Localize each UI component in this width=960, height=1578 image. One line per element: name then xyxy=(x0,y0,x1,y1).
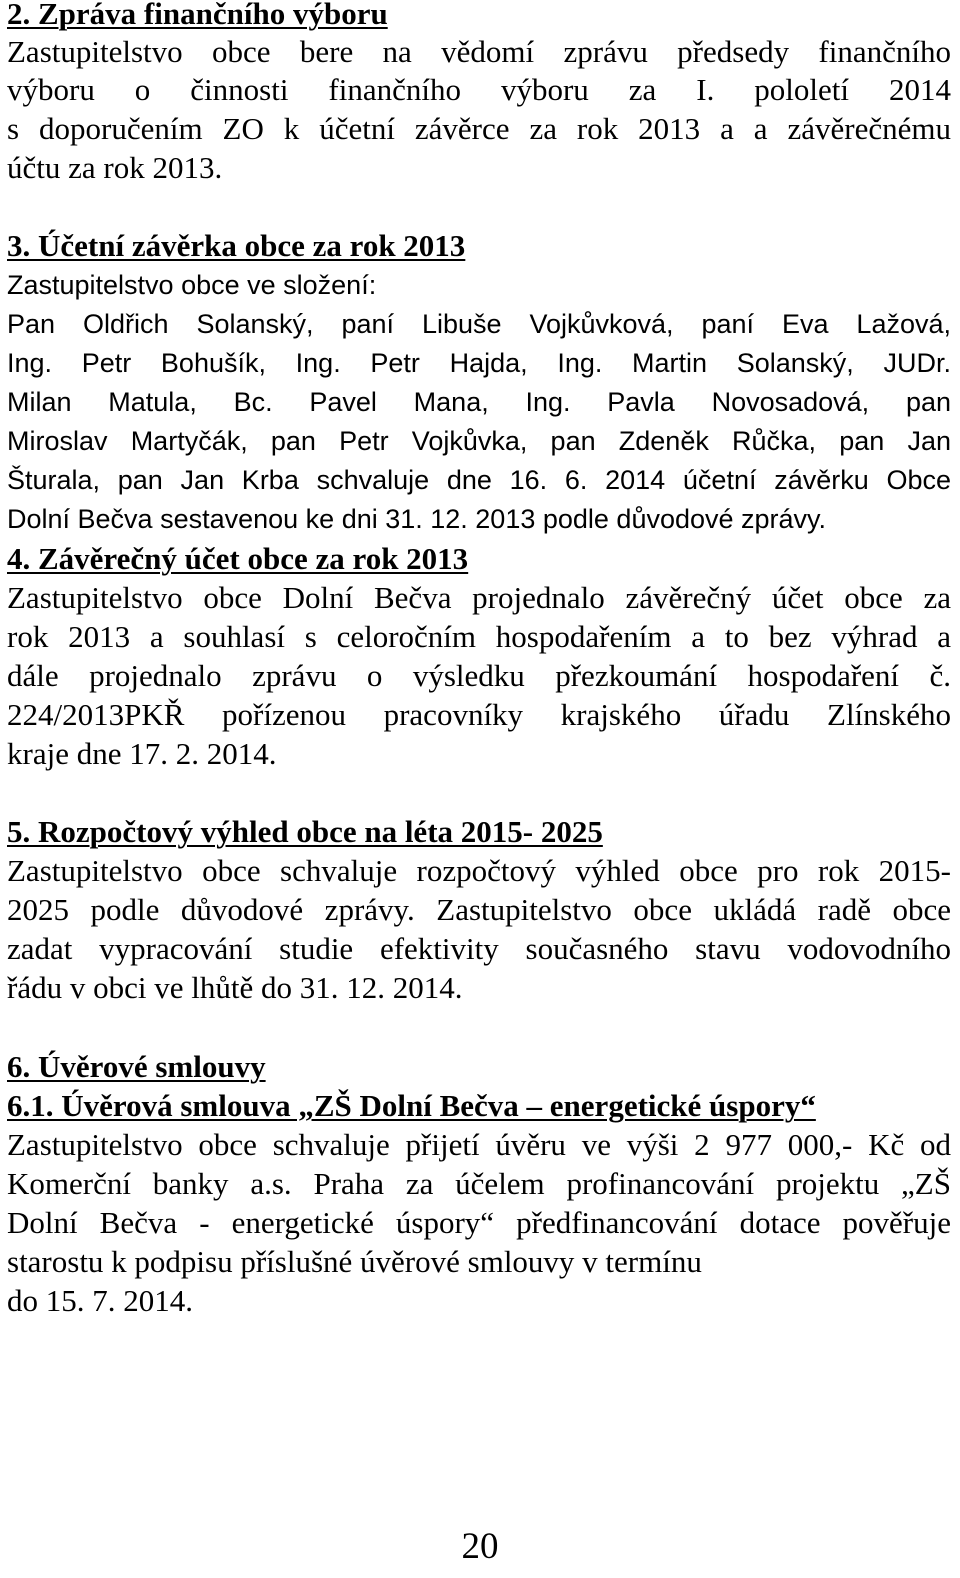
section-5-line-4: řádu v obci ve lhůtě do 31. 12. 2014. xyxy=(7,970,463,1005)
section-3-line-6: Šturala, pan Jan Krba schvaluje dne 16. 6. 2014 účetní závěrku Obce xyxy=(7,465,951,495)
section-3-line-5: Miroslav Martyčák, pan Petr Vojkůvka, pan Zdeněk Růčka, pan Jan xyxy=(7,426,951,456)
section-6-line-2: Komerční banky a.s. Praha za účelem profinancování projektu „ZŠ xyxy=(7,1166,951,1201)
section-6-heading: 6. Úvěrové smlouvy xyxy=(7,1049,266,1084)
section-2-line-2: výboru o činnosti finančního výboru za I. pololetí 2014 xyxy=(7,72,951,107)
section-2-line-4: účtu za rok 2013. xyxy=(7,150,223,185)
section-2-line-3: s doporučením ZO k účetní závěrce za rok 2013 a a závěrečnému xyxy=(7,111,951,146)
page-number: 20 xyxy=(461,1526,499,1567)
section-4-line-2: rok 2013 a souhlasí s celoročním hospodařením a to bez výhrad a xyxy=(7,619,951,654)
section-3-line-4: Milan Matula, Bc. Pavel Mana, Ing. Pavla Novosadová, pan xyxy=(7,387,951,417)
section-6-line-3: Dolní Bečva - energetické úspory“ předfinancování dotace pověřuje xyxy=(7,1205,951,1240)
section-3-line-7: Dolní Bečva sestavenou ke dni 31. 12. 2013 podle důvodové zprávy. xyxy=(7,504,827,534)
section-5-line-1: Zastupitelstvo obce schvaluje rozpočtový výhled obce pro rok 2015- xyxy=(7,853,951,888)
section-3-line-1: Zastupitelstvo obce ve složení: xyxy=(7,270,377,300)
section-4-line-5: kraje dne 17. 2. 2014. xyxy=(7,736,277,771)
section-3-line-3: Ing. Petr Bohušík, Ing. Petr Hajda, Ing. Martin Solanský, JUDr. xyxy=(7,348,951,378)
section-5-line-2: 2025 podle důvodové zprávy. Zastupitelstvo obce ukládá radě obce xyxy=(7,892,951,927)
section-5-line-3: zadat vypracování studie efektivity současného stavu vodovodního xyxy=(7,931,951,966)
section-3-heading: 3. Účetní závěrka obce za rok 2013 xyxy=(7,228,466,263)
section-5-heading: 5. Rozpočtový výhled obce na léta 2015- 2025 xyxy=(7,814,603,849)
section-6-line-5: do 15. 7. 2014. xyxy=(7,1283,193,1318)
section-4-heading: 4. Závěrečný účet obce za rok 2013 xyxy=(7,541,469,576)
section-4-line-3: dále projednalo zprávu o výsledku přezkoumání hospodaření č. xyxy=(7,658,951,693)
section-6-1-heading: 6.1. Úvěrová smlouva „ZŠ Dolní Bečva – energetické úspory“ xyxy=(7,1088,816,1123)
section-4-line-4: 224/2013PKŘ pořízenou pracovníky krajského úřadu Zlínského xyxy=(7,697,951,732)
section-4-line-1: Zastupitelstvo obce Dolní Bečva projednalo závěrečný účet obce za xyxy=(7,580,951,615)
section-6-line-4: starostu k podpisu příslušné úvěrové smlouvy v termínu xyxy=(7,1244,702,1279)
section-2-heading: 2. Zpráva finančního výboru xyxy=(7,0,388,31)
section-3-line-2: Pan Oldřich Solanský, paní Libuše Vojkůvková, paní Eva Lažová, xyxy=(7,309,951,339)
section-6-line-1: Zastupitelstvo obce schvaluje přijetí úvěru ve výši 2 977 000,- Kč od xyxy=(7,1127,951,1162)
section-2-line-1: Zastupitelstvo obce bere na vědomí zprávu předsedy finančního xyxy=(7,34,951,69)
